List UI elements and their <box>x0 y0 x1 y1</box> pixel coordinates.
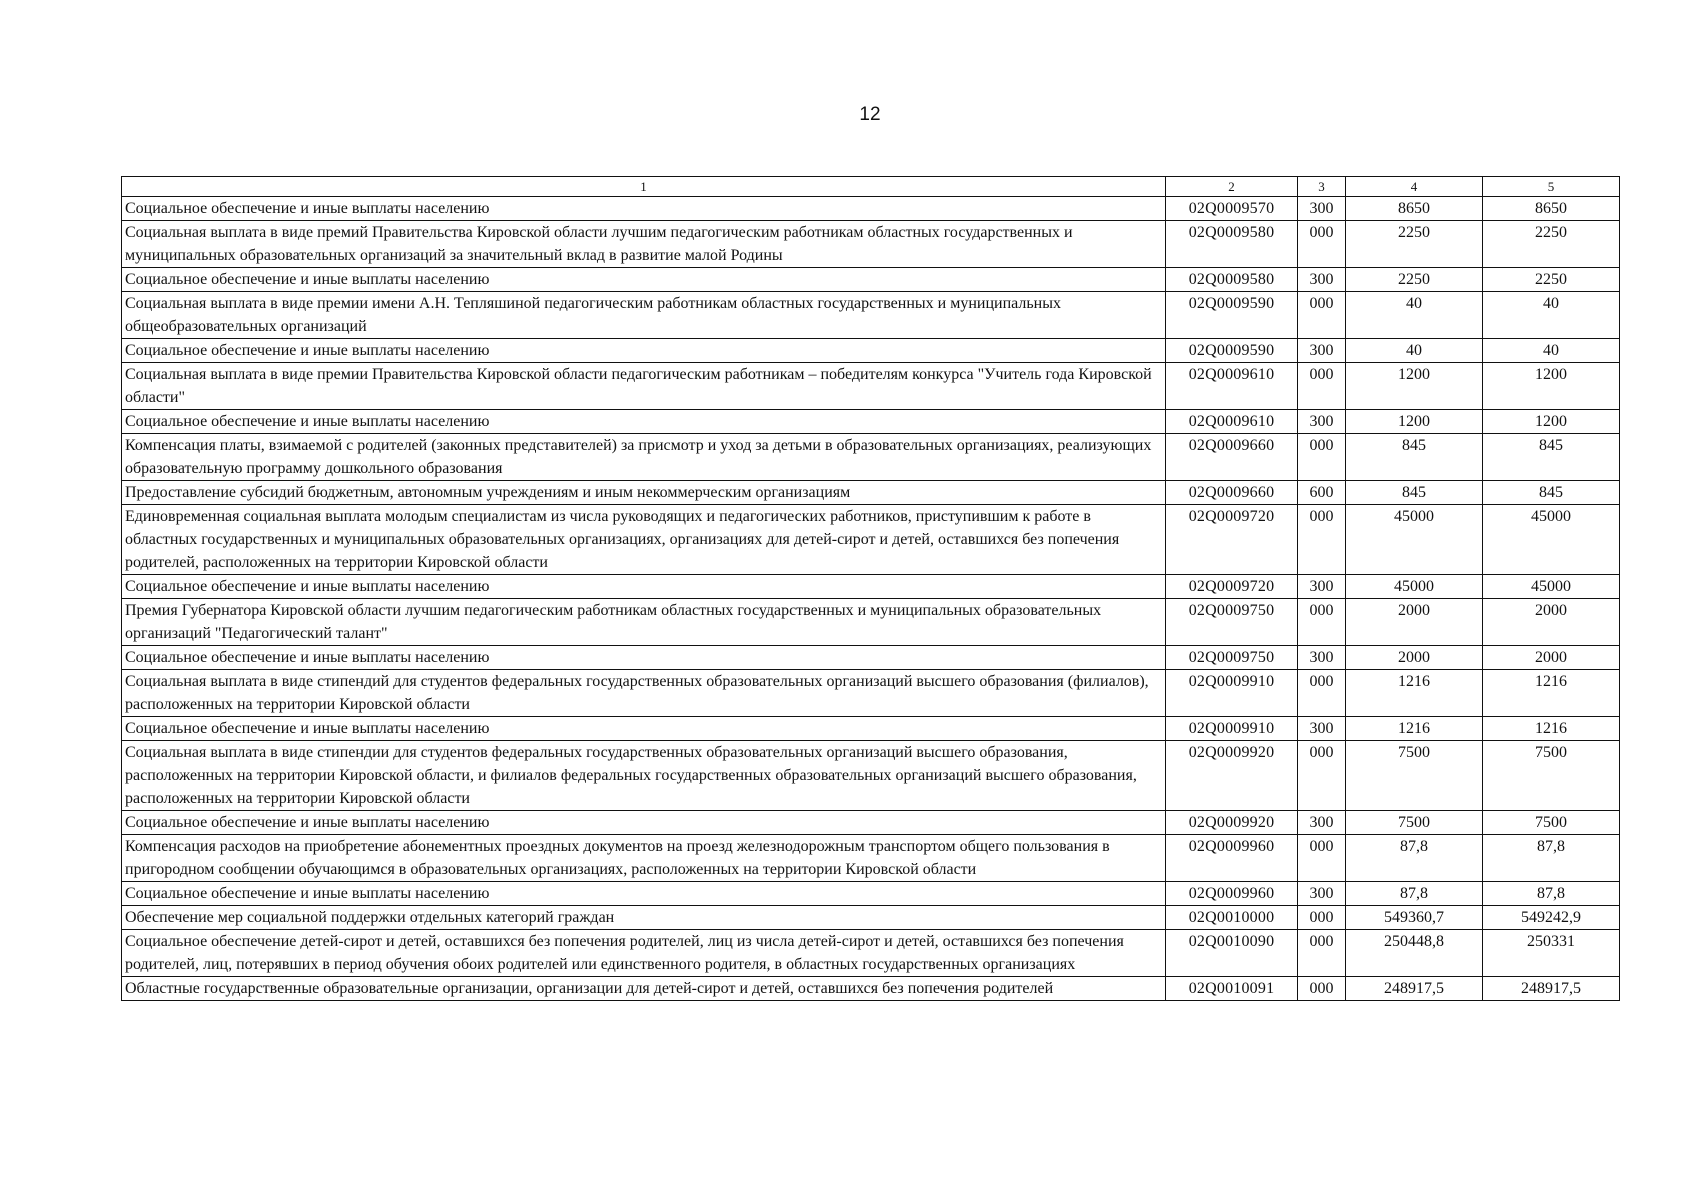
table-row <box>122 835 1620 882</box>
row-code-cell: 02Q0009720 <box>1166 575 1298 599</box>
row-name-cell: Премия Губернатора Кировской области лучшим педагогическим работникам областных государственных и муниципальных образовательных организаций "Педагогический талант" <box>122 599 1166 646</box>
row-value-col4-cell: 40 <box>1346 292 1483 339</box>
row-type-cell: 600 <box>1298 481 1346 505</box>
column-header-5: 5 <box>1483 177 1620 197</box>
row-name-cell: Социальное обеспечение и иные выплаты населению <box>122 197 1166 221</box>
row-type-cell: 000 <box>1298 505 1346 575</box>
table-row <box>122 292 1620 339</box>
row-name-cell: Областные государственные образовательные организации, организации для детей-сирот и детей, оставшихся без попечения родителей <box>122 977 1166 1001</box>
table-row <box>122 197 1620 221</box>
table-row <box>122 505 1620 575</box>
row-value-col5-cell: 2250 <box>1483 268 1620 292</box>
row-name-cell: Социальное обеспечение и иные выплаты населению <box>122 646 1166 670</box>
column-header-2: 2 <box>1166 177 1298 197</box>
row-value-col4-cell: 2000 <box>1346 599 1483 646</box>
row-code-cell: 02Q0009920 <box>1166 741 1298 811</box>
row-name-cell: Социальная выплата в виде премии имени А.Н. Тепляшиной педагогическим работникам областных государственных и муниципальных общеобразовательных организаций <box>122 292 1166 339</box>
row-code-cell: 02Q0009750 <box>1166 646 1298 670</box>
row-name-cell: Социальное обеспечение и иные выплаты населению <box>122 339 1166 363</box>
row-code-cell: 02Q0010000 <box>1166 906 1298 930</box>
row-value-col4-cell: 45000 <box>1346 505 1483 575</box>
row-name-cell: Социальная выплата в виде стипендии для студентов федеральных государственных образовательных организаций высшего образования, расположенных на территории Кировской области, и филиалов федеральных государственных образовательных организаций высшего образования, расположенных на территории Кировской области <box>122 741 1166 811</box>
row-name-cell: Социальная выплата в виде премии Правительства Кировской области педагогическим работникам – победителям конкурса "Учитель года Кировской области" <box>122 363 1166 410</box>
table-row <box>122 811 1620 835</box>
table-row <box>122 977 1620 1001</box>
page-number: 12 <box>859 104 881 125</box>
row-type-cell: 000 <box>1298 292 1346 339</box>
row-code-cell: 02Q0009910 <box>1166 717 1298 741</box>
table-row <box>122 575 1620 599</box>
row-type-cell: 000 <box>1298 741 1346 811</box>
row-type-cell: 000 <box>1298 599 1346 646</box>
row-code-cell: 02Q0009660 <box>1166 434 1298 481</box>
row-type-cell: 000 <box>1298 434 1346 481</box>
row-name-cell: Компенсация платы, взимаемой с родителей (законных представителей) за присмотр и уход за детьми в образовательных организациях, реализующих образовательную программу дошкольного образования <box>122 434 1166 481</box>
budget-table <box>121 176 1620 1001</box>
row-type-cell: 300 <box>1298 646 1346 670</box>
row-value-col4-cell: 250448,8 <box>1346 930 1483 977</box>
row-value-col5-cell: 87,8 <box>1483 835 1620 882</box>
row-value-col4-cell: 549360,7 <box>1346 906 1483 930</box>
column-header-3: 3 <box>1298 177 1346 197</box>
row-type-cell: 000 <box>1298 221 1346 268</box>
row-code-cell: 02Q0009720 <box>1166 505 1298 575</box>
row-type-cell: 300 <box>1298 811 1346 835</box>
row-code-cell: 02Q0009960 <box>1166 882 1298 906</box>
row-value-col4-cell: 1200 <box>1346 363 1483 410</box>
row-value-col5-cell: 250331 <box>1483 930 1620 977</box>
row-value-col5-cell: 2000 <box>1483 599 1620 646</box>
row-name-cell: Социальное обеспечение и иные выплаты населению <box>122 811 1166 835</box>
row-value-col4-cell: 2000 <box>1346 646 1483 670</box>
row-code-cell: 02Q0009920 <box>1166 811 1298 835</box>
row-value-col5-cell: 40 <box>1483 339 1620 363</box>
row-value-col5-cell: 1216 <box>1483 717 1620 741</box>
row-type-cell: 000 <box>1298 977 1346 1001</box>
row-value-col4-cell: 845 <box>1346 434 1483 481</box>
row-type-cell: 000 <box>1298 906 1346 930</box>
row-value-col5-cell: 845 <box>1483 434 1620 481</box>
row-name-cell: Единовременная социальная выплата молодым специалистам из числа руководящих и педагогических работников, приступившим к работе в областных государственных и муниципальных образовательных организациях, организациях для детей-сирот и детей, оставшихся без попечения родителей, расположенных на территории Кировской области <box>122 505 1166 575</box>
row-name-cell: Социальное обеспечение детей-сирот и детей, оставшихся без попечения родителей, лиц из числа детей-сирот и детей, оставшихся без попечения родителей, лиц, потерявших в период обучения обоих родителей или единственного родителя, в областных государственных организациях <box>122 930 1166 977</box>
row-name-cell: Социальное обеспечение и иные выплаты населению <box>122 575 1166 599</box>
row-code-cell: 02Q0009580 <box>1166 221 1298 268</box>
row-code-cell: 02Q0009580 <box>1166 268 1298 292</box>
row-code-cell: 02Q0009590 <box>1166 292 1298 339</box>
row-type-cell: 300 <box>1298 410 1346 434</box>
row-type-cell: 300 <box>1298 882 1346 906</box>
row-value-col5-cell: 2000 <box>1483 646 1620 670</box>
row-value-col4-cell: 2250 <box>1346 268 1483 292</box>
table-body <box>122 197 1620 1001</box>
table-row <box>122 268 1620 292</box>
row-value-col5-cell: 1216 <box>1483 670 1620 717</box>
row-value-col4-cell: 248917,5 <box>1346 977 1483 1001</box>
row-value-col4-cell: 845 <box>1346 481 1483 505</box>
row-value-col4-cell: 45000 <box>1346 575 1483 599</box>
row-name-cell: Социальное обеспечение и иные выплаты населению <box>122 717 1166 741</box>
table-row <box>122 339 1620 363</box>
row-value-col5-cell: 8650 <box>1483 197 1620 221</box>
row-value-col4-cell: 87,8 <box>1346 882 1483 906</box>
row-value-col5-cell: 1200 <box>1483 363 1620 410</box>
row-value-col4-cell: 1216 <box>1346 717 1483 741</box>
row-name-cell: Компенсация расходов на приобретение абонементных проездных документов на проезд железнодорожным транспортом общего пользования в пригородном сообщении обучающимся в образовательных организациях, расположенных на территории Кировской области <box>122 835 1166 882</box>
row-value-col4-cell: 87,8 <box>1346 835 1483 882</box>
row-type-cell: 000 <box>1298 930 1346 977</box>
row-value-col5-cell: 248917,5 <box>1483 977 1620 1001</box>
row-code-cell: 02Q0010091 <box>1166 977 1298 1001</box>
row-value-col4-cell: 7500 <box>1346 811 1483 835</box>
row-type-cell: 300 <box>1298 339 1346 363</box>
row-code-cell: 02Q0009910 <box>1166 670 1298 717</box>
row-code-cell: 02Q0009750 <box>1166 599 1298 646</box>
row-code-cell: 02Q0009610 <box>1166 363 1298 410</box>
table-row <box>122 646 1620 670</box>
row-type-cell: 000 <box>1298 835 1346 882</box>
column-header-4: 4 <box>1346 177 1483 197</box>
row-type-cell: 300 <box>1298 268 1346 292</box>
row-value-col5-cell: 549242,9 <box>1483 906 1620 930</box>
row-type-cell: 300 <box>1298 575 1346 599</box>
row-code-cell: 02Q0009960 <box>1166 835 1298 882</box>
table-row <box>122 481 1620 505</box>
row-value-col4-cell: 7500 <box>1346 741 1483 811</box>
row-value-col5-cell: 45000 <box>1483 505 1620 575</box>
row-value-col5-cell: 40 <box>1483 292 1620 339</box>
row-type-cell: 300 <box>1298 717 1346 741</box>
table-row <box>122 410 1620 434</box>
row-type-cell: 300 <box>1298 197 1346 221</box>
row-code-cell: 02Q0009570 <box>1166 197 1298 221</box>
row-name-cell: Социальная выплата в виде стипендий для студентов федеральных государственных образовательных организаций высшего образования (филиалов), расположенных на территории Кировской области <box>122 670 1166 717</box>
table-row <box>122 930 1620 977</box>
row-code-cell: 02Q0009610 <box>1166 410 1298 434</box>
row-name-cell: Социальное обеспечение и иные выплаты населению <box>122 882 1166 906</box>
table-row <box>122 599 1620 646</box>
row-value-col5-cell: 845 <box>1483 481 1620 505</box>
row-value-col5-cell: 7500 <box>1483 811 1620 835</box>
row-value-col4-cell: 2250 <box>1346 221 1483 268</box>
row-value-col4-cell: 40 <box>1346 339 1483 363</box>
row-type-cell: 000 <box>1298 670 1346 717</box>
row-code-cell: 02Q0010090 <box>1166 930 1298 977</box>
table-row <box>122 670 1620 717</box>
table-row <box>122 906 1620 930</box>
row-name-cell: Социальное обеспечение и иные выплаты населению <box>122 268 1166 292</box>
row-value-col5-cell: 2250 <box>1483 221 1620 268</box>
table-row <box>122 221 1620 268</box>
table-header-row <box>122 177 1620 197</box>
row-value-col5-cell: 1200 <box>1483 410 1620 434</box>
row-value-col4-cell: 1200 <box>1346 410 1483 434</box>
table-row <box>122 741 1620 811</box>
row-name-cell: Социальное обеспечение и иные выплаты населению <box>122 410 1166 434</box>
row-name-cell: Предоставление субсидий бюджетным, автономным учреждениям и иным некоммерческим организациям <box>122 481 1166 505</box>
table-row <box>122 363 1620 410</box>
row-value-col5-cell: 87,8 <box>1483 882 1620 906</box>
row-value-col5-cell: 45000 <box>1483 575 1620 599</box>
table-row <box>122 434 1620 481</box>
table-row <box>122 882 1620 906</box>
row-name-cell: Социальная выплата в виде премий Правительства Кировской области лучшим педагогическим работникам областных государственных и муниципальных образовательных организаций за значительный вклад в развитие малой Родины <box>122 221 1166 268</box>
row-type-cell: 000 <box>1298 363 1346 410</box>
row-value-col4-cell: 8650 <box>1346 197 1483 221</box>
column-header-1: 1 <box>122 177 1166 197</box>
table-row <box>122 717 1620 741</box>
row-value-col4-cell: 1216 <box>1346 670 1483 717</box>
row-name-cell: Обеспечение мер социальной поддержки отдельных категорий граждан <box>122 906 1166 930</box>
row-value-col5-cell: 7500 <box>1483 741 1620 811</box>
row-code-cell: 02Q0009660 <box>1166 481 1298 505</box>
row-code-cell: 02Q0009590 <box>1166 339 1298 363</box>
